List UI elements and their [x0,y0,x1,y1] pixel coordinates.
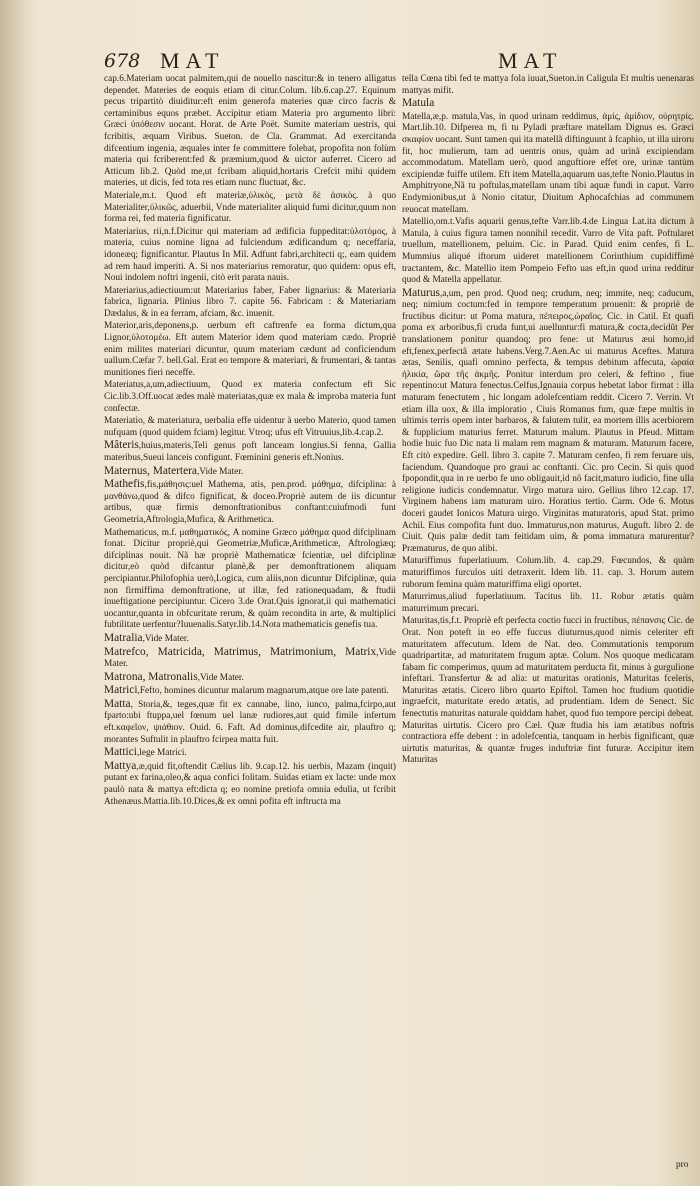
entry-text: ,huius,materis,Teli genus poft lanceam longius.Si fenna, Gallia materibus,Sueui lanceis configunt. Fœminini generis eft.Nonius. [104,441,396,463]
entry-text: ,fis,μάθησις:uel Mathema, atis, pen.prod. μάθημα, difciplina: à μανθάνω,quod & difco fignificat, & doceo.Propriè autem de iis dicuntur artibus, quæ firmis demonftrationibus conftant:cuiufmodi funt Geometria,Aftrologia,Mufica, & Arithmetica. [104,480,396,525]
dictionary-entry [104,227,396,285]
dictionary-entry [104,191,396,226]
headword-right: MAT [498,48,563,73]
entry-text: Materiale,m.t. Quod eft materiæ,ὑλικὸς, μετὰ δὲ ἀσικὸς. à quo Materialiter,ὑλικῶς, aduerbii, Vnde materialiter aliquid fumi dicitur,quum non forma rei, fed materia fignificatur. [104,190,396,225]
entry-text: Maturitas,tis,f.t. Propriè eft perfecta coctio fucci in fructibus, πέπανσις Cic. de Orat. Non poteft in eo effe fuccus diuturnus,quod nimis celeriter eft maturitatem affecutum. Idem de Nat. deo. Commutationis temporum quadripartitæ, ad maturitatem frugum aptæ. Colum. Nos quoque medicatam fabam fic comperimus, quum ad maturitatem perducta fit, minus à gurgulione infeftari. Transfertur & ad alia: ut maturitas orationis, Maturitas fceleris, Maturitas ætatis. Cicero libro quarto Epiftol. Tamen hoc ftudium quotidie ingraefcit, maturitate eredo ætatis, ad prudentiam. Idem de Senect. Sic fenectutis maturitas naturale quiddam habet, quod fuo tempore percipi debeat. Maturitas uirtutis. Cicero pro Cæl. Quæ ftudia his iam ætatibus noftris contractiora effe debent : in adolefcentia, tanquam in herbis fignificant, quæ uirtutis maturitas, & quantæ fruges induftriæ fint futuræ. Accipitur item Maturitas [402,616,694,766]
entry-lemma: Mattya [104,759,137,772]
dictionary-entry [104,699,396,746]
dictionary-entry [104,416,396,439]
dictionary-entry [402,556,694,591]
page-number: 678 [104,50,141,72]
entry-text: Materior,aris,deponens,p. uerbum eft caftrenfe ea forma dictum,qua Lignor,ὑλοτομέω. Eft autem Materior idem quod materiam cædo. Propriè enim milites materiari dicuntur, quum materiam cædunt ad conficiendum uallum.Cæfar 7. bell.Gal. Erat eo tempore & materiari, & frumentari, & tantas munitiones fieri neceffe. [104,321,396,378]
entry-text: Materiarius,adiectiuum:ut Materiarius faber, Faber lignarius: & Materiaria fabrica, lignaria. Plinius libro 7. capite 56. Fabricam : & Materiariam Dædalus, & in ea ferram, afciam, &c. inuenit. [104,285,396,319]
entry-lemma: Maturus [402,286,440,299]
entry-lemma: Maternus, Matertera [104,464,197,477]
entry-lemma: Matula [402,97,435,110]
headword-left: MAT [160,48,225,73]
entry-text: Matella,æ,p. matula,Vas, in quod urinam reddimus, ἀμίς, ἀμίδιον, οὐρητρίς. Mart.lib.10. Difperea m, fi tu Pyladi præftare matellam Dignus es. Græci σκαφίον uocant. Sunt tamen qui ita matellã diftinguunt à fcaphio, ut illa uiroru fit, hoc mulierum, tam ad uentris onus, quàm ad urinã excipiendam accommodatum. Matellam uerò, quod anguftiore effet ore, urinæ tantùm excipiendæ fuiffe utilem. Eft item Matella,aquarum uas,tefte Nonio.Plautus in Amphitryone,Nã tu poftulas,matellam unam tibi aquæ fundi in caput. Varro Endymionibus,ut à Nonio citatur, Diuitum Aphocafchias ad communem reuocat matellam. [402,111,694,215]
dictionary-entry [104,74,396,190]
dictionary-entry [104,479,396,526]
entry-lemma: Matralia [104,631,143,644]
dictionary-entry [104,647,396,671]
entry-lemma: Matrona, Matronalis [104,670,198,683]
dictionary-entry [402,592,694,615]
entry-text: Mathematicus, m.f. μαθηματικός, A nomine Græco μάθημα quod difciplinam fonat. Dicitur propriè,qui Geometriæ,Muficæ,Arithmeticæ, Aftrologiæq; difciplinas nouit. Nã hæ propriè Mathematicæ fcientiæ, uel difciplinæ dicitur,eò quòd difcantur planè,& per demonftrationem aliquam percipiantur.Philofophia uerò,Logica, cum aliis,non dicuntur Difciplinæ, quia non firmiffima demonftratione, ut illæ, fed rationequadam, & ftudii inueftigatione percipiuntur. Cicero 3.de Orat.Quis ignorat,ii qui mathematici uocantur,quanta in obfcuritate rerum, & quàm recondita in arte, & multiplici fubtilitate uerfentur?Iuuenalis.Satyr.lib.14.Nota mathematicis genefis tua. [104,527,396,631]
dictionary-entry [104,380,396,415]
dictionary-entry [104,528,396,632]
entry-lemma: Mâteris [104,439,139,452]
entry-text: , Storia,&, teges,quæ fit ex cannabe, lino, iunco, palma,fcirpo,aut fparto:ubi ftuppa,uel fœnum uel lanæ rudiores,aut quid fimile infertum eft.καφεῖον, ψιάθιον. Ouid. 6. Faft. Ad dominus,difcedite air, plauftro q; morantes Suftulit in plauftro fcirpea matta fuit. [104,699,396,745]
dictionary-entry [104,672,396,685]
dictionary-entry [402,288,694,556]
dictionary-entry [402,98,694,111]
entry-text: ,Fefto, homines dicuntur malarum magnarum,atque ore late patenti. [137,686,389,697]
entry-text: tella Cœna tibi fed te mattya fola iuuat,Sueton.in Caligula Et multis uenenaras mattyas mifit. [402,74,694,96]
dictionary-entry [104,440,396,464]
binding-shadow [0,0,28,1186]
entry-text: ,a,um, pen prod. Quod neq; crudum, neq; immite, neq; caducum, neq; nimium coctum:fed in tempore temperatum prouenit: & propriè de fructibus dicitur: ut Poma matura, πέπειρος,ὡραῖος. Cic. in Catil. Et quafi poma ex arboribus,fi cruda funt,ui auelluntur:fi matura,& cocta,decidũt Per translationem ponitur quandoq; pro fene: ut Maturus æui homo,id eft,fenex,perfectã ætate habens.Verg.7.Aen.Ac ui maturus Aceftes. Matura ætas, Senilis, quafi omnino perfecta, & tempus debitum affecuta, ὡραία ἡλικία, ὥρα τῆς ἀκμῆς. Ponitur interdum pro celeri, & feftino , fiue repentino:ut Matura fenectus.Celfus,Ignauia corpus hebetat labor firmat : illa maturam fenectutem , hic longam adolefcentiam reddit. Cicero 7. Verrin. Vt etiam illa uox, & illa imploratio , Ciuis Romanus fum, quæ fæpe multis in ultimis terris opem inter barbaros, & falutem tulit, ea mortem illis acerbiorem & fupplicium maturius ferret. Maturum malum. Plautus in Pfeud. Mittam hodie huic fuo Dic nata li malam rem magnam & maturam. Maturum facere, Eft citò expedire. Gell. libro 3. capite 7. Maturam cenfeo, fi rem feruare uis, faciendum. Quandoque pro graui ac conftanti. Cic. pro Cecin. Si quis quod fpopondit,qua in re uerbo fe uno obligauit,id nõ facit,maturo iudicio, fine ulla religione iudicis condemnatur. Virgo matura uiro. Gellius libro 12.cap. 17. Virginem habens iam maturam uiro. Horatius tertio. Carm. Ode 6. Motus doceri gaudet Ionicos Matura uirgo. Virginitas maturatoris, apud Stat. primo Achil. Eius compofita funt duo. Immaturus,non maturus, Auguft. libro 2. de Ciuit. Quis palæ dedit tam feitidam uim, & poma immatura maturentur? Præmaturus, de quo alibi. [402,288,694,554]
entry-text: ,Vide Mater. [196,466,244,477]
entry-text: ,Vide Mater. [197,672,244,683]
entry-lemma: Matta [104,697,131,710]
entry-text: Matellio,om.t.Vafis aquarii genus,tefte Varr.lib.4.de Lingua Lat.ita dictum à Matula, à cuius figura tamen nonnihil recedit. Varro de Vita paft. Poftularet truellum, matellionem, peluim. Cic. in Parad. Quid enim cenfes, fi L. Mummius aliqué iftorum uideret matellionem Corinthium cupidiffimè tractantem, &c. Matellio item Pompeio Fefto uas eft,in quod urina redditur quod & Matella appellatur. [402,217,694,286]
entry-text: ,æ,quid fit,oftendit Cælius lib. 9.cap.12. his uerbis, Mazam (inquit) putant ex farina,oleo,& aqua confici folitam. Suidas etiam ex lacte: unde mox paulò nata & mattya eft:dicta q; eo nomine pretiofa omnia edulia, ut fcribit Athenæus.Mattia.lib.10.Dices,& ex omni pofita eft inftructa ma [104,761,396,807]
entry-lemma: Mathefis [104,478,145,491]
dictionary-entry [104,747,396,760]
dictionary-entry [104,761,396,808]
dictionary-entry [402,217,694,287]
entry-text: Maturrimus,aliud fuperlatiuum. Tacitus lib. 11. Robur ætatis quàm maturrimum precari. [402,592,694,614]
entry-text: cap.6.Materiam uocat palmitem,qui de nouello nascitur:& in tenero alligatus dependet. Materies de eoquis etiam di citur.Colum. lib.6.cap.27. Equinum pecus tripartitò diuiditur:eft enim generofa materies quæ circo facris & certaminibus equos præbet. Accipitur etiam Materia pro argumento libri: Græci ὑπόθεσιν uocant. Horat. de Arte Poët. Sumite materiam uestris, qui fcribitis, æquam Viribus. Sueton. de Cla. Grammat. Ad exercitanda difcentium ingenia, æquales inter fe committere folebat, propofita non folùm materia qui fcriberent:fed & præmium,quod & uictor auferret. Cicero ad Atticum lib.2. Quòd me,ut fcribam aliquid,hortaris Crefcit mihi quidem materies, ut dicis, fed tota res etiam nunc fluctuat, &c. [104,74,396,189]
entry-text: Maturiffimus fuperlatiuum. Colum.lib. 4. cap.29. Fœcundos, & quàm maturiffimos furculos uiti detraxerit. Idem lib. 11. cap. 3. Horum autem ruborum femina quàm maturiffima eligi oportet. [402,556,694,590]
entry-lemma: Mattici [104,746,137,759]
left-column [104,74,396,809]
dictionary-entry [104,633,396,646]
entry-text: ,lege Matrici. [136,748,187,759]
dictionary-entry [402,74,694,97]
dictionary-entry [402,616,694,767]
entry-text: Materiarius, rii,n.f.Dicitur qui materiam ad ædificia fuppeditat:ὑλοτόμος, à materia, cuius nomine ligna ad fulciendum ædificandum q; neceffaria, idoneæq; fignificantur. Plautus In Mil. Adfunt fabri,architecti q;, eam quidem ad rem haud imperiti. A. Si nos materiarius remoratur, quo quidem: opus eft, Noui indolem noftri ingenii, citò erit parata nauis. [104,226,396,284]
entry-text: ,Vide Mater. [104,647,396,670]
dictionary-entry [104,321,396,379]
catchword: pro [676,1160,689,1170]
entry-text: ,Vide Mater. [142,633,189,644]
entry-text: Materiatus,a,um,adiectiuum, Quod ex materia confectum eft Sic Cic.lib.3.Off.uocat ædes malè materiatas,quæ ex mala & improba materia funt confectæ. [104,380,396,414]
running-header [0,44,700,76]
entry-lemma: Matrefco, Matricida, Matrimus, Matrimonium, Matrix [104,645,377,658]
dictionary-entry [402,112,694,216]
right-column [402,74,694,768]
entry-lemma: Matrici [104,684,138,697]
entry-text: Materiatio, & materiatura, uerbalia effe uidentur à uerbo Materio, quod tamen nufquam (quod quidem fciam) legitur. Vtroq; ufus eft Vitruuius,lib.4.cap.2. [104,416,396,438]
dictionary-entry [104,685,396,698]
dictionary-entry [104,466,396,479]
dictionary-entry [104,286,396,321]
